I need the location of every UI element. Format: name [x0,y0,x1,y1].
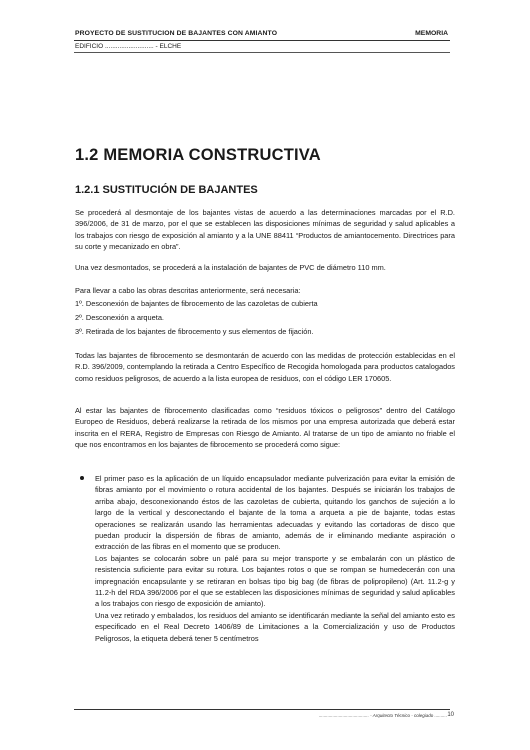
paragraph-intro: Se procederá al desmontaje de los bajantes vistas de acuerdo a las determinaciones marcadas por el R.D. 396/2006, de 31 de marzo, por el que se establecen las disposiciones mínimas de seguridad y salud aplicables a los trabajos con riesgo de exposición al amianto y a la UNE 88411 “Productos de amiantocemento. Directrices para su corte y mecanizado en obra”. [75,208,455,252]
header-rule-secondary [74,52,450,53]
section-heading: 1.2 MEMORIA CONSTRUCTIVA [75,146,321,164]
step-3: 3º. Retirada de los bajantes de fibrocemento y sus elementos de fijación. [75,327,314,336]
bullet-icon [80,476,84,480]
bullet-paragraph-labeling: Una vez retirado y embalados, los residuos del amianto se identificarán mediante la señal del amianto esto es especificado en el Real Decreto 1406/89 de Limitaciones a la Comercialización y uso de Productos Peligrosos, la etiqueta deberá tener 5 centímetros [95,610,455,643]
footer-rule [74,709,450,710]
step-2: 2º. Desconexión a arqueta. [75,313,164,322]
header-subtitle: EDIFICIO ........................... - ELCHE [75,43,182,50]
bullet-paragraph-encapsulate: El primer paso es la aplicación de un líquido encapsulador mediante pulverización para evitar la emisión de fibras amianto por el movimiento o rotura accidental de los bajantes. Después se iniciarán los trabajos de arriba abajo, desconexionando éstos de las cazoletas de cubierta, quitando los ganchos de sujeción a lo largo de la vertical y desconectando el bajante de la toma a arqueta a pie de bajante, todas estas operaciones se realizarán usando las herramientas adecuadas y evitando las cortadoras de disco que puedan producir la dispersión de fibras de amianto, además de ir eliminando mediante aspiración o extracción de las fibras en el momento que se producen. [95,474,455,552]
header-section-label: MEMORIA [415,30,448,37]
paragraph-disposal: Todas las bajantes de fibrocemento se desmontarán de acuerdo con las medidas de protección establecidas en el R.D. 396/2009, contemplando la retirada a Centro Específico de Recogida homologada para productos catalogados como residuos peligrosos, de acuerdo a la lista europea de residuos, con el código LER 170605. [75,351,455,383]
subsection-heading: 1.2.1 SUSTITUCIÓN DE BAJANTES [75,184,258,196]
paragraph-pvc: Una vez desmontados, se procederá a la instalación de bajantes de PVC de diámetro 110 mm. [75,263,386,272]
page-number: 10 [447,712,454,718]
bullet-paragraph-packaging: Los bajantes se colocarán sobre un palé para su mejor transporte y se embalarán con un plástico de resistencia suficiente para evitar su rotura. Los bajantes rotos o que se rompan se humedecerán con una impregnación encapsulante y se retiraran en bolsas tipo big bag (de fibras de polipropileno) (Art. 11.2-g y 11.2-h del RDA 396/2006 por el que se establecen las disposiciones mínimas de seguridad y salud aplicables a los trabajos con riesgo de exposición de amianto). [95,553,455,609]
header-rule [74,40,450,41]
paragraph-requirements: Para llevar a cabo las obras descritas anteriormente, será necesaria: [75,286,301,295]
step-1: 1º. Desconexión de bajantes de fibrocemento de las cazoletas de cubierta [75,299,318,308]
paragraph-hazardous: Al estar las bajantes de fibrocemento clasificadas como “residuos tóxicos o peligrosos” dentro del Catálogo Europeo de Residuos, deberá realizarse la retirada de los mismos por una empresa autorizada que deberá estar inscrita en el RERA, Registro de Empresas con Riesgo de Amianto. Al tratarse de un tipo de amianto no friable el que nos encontramos en los bajantes de fibrocemento se procederá como sigue: [75,406,455,450]
footer-author: ........................................ - Arquitecto Técnico - colegiado .......... [318,713,447,718]
bullet-item [95,473,455,644]
header-title: PROYECTO DE SUSTITUCION DE BAJANTES CON AMIANTO [75,30,278,37]
